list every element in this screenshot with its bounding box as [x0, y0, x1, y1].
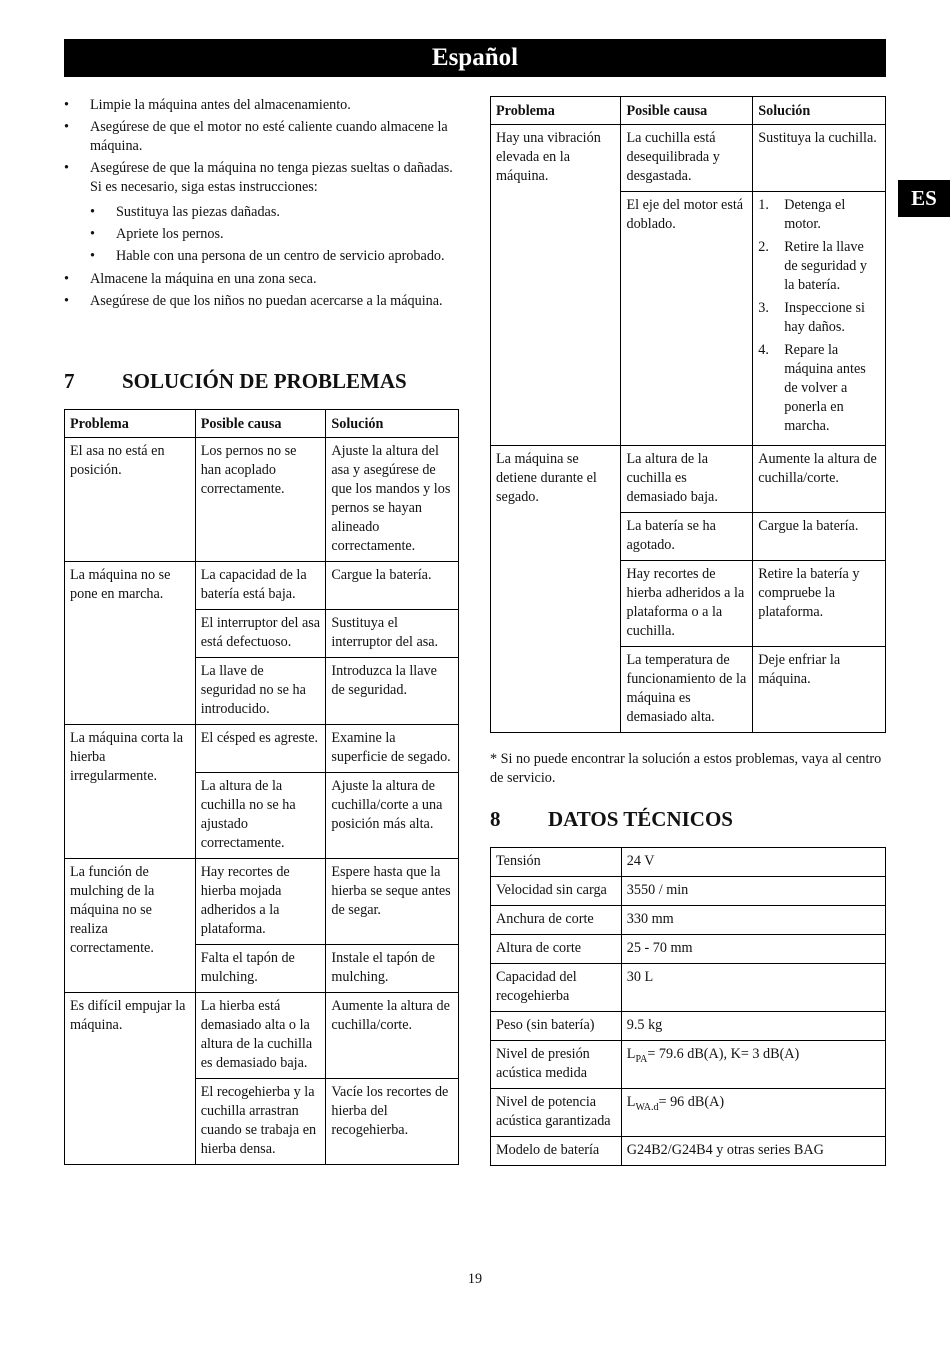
table-row	[491, 1041, 886, 1089]
solution-cell: Vacíe los recortes de hierba del recogehierba.	[326, 1079, 459, 1165]
spec-value	[621, 935, 885, 964]
solution-cell: Retire la batería y compruebe la plataforma.	[753, 561, 886, 647]
technical-data-table	[490, 847, 886, 1166]
table-row	[491, 877, 886, 906]
solution-step-text: Retire la llave de seguridad y la batería.	[784, 239, 867, 293]
solution-cell: Deje enfriar la máquina.	[753, 647, 886, 733]
solution-cell: Sustituya la cuchilla.	[753, 125, 886, 192]
spec-label: Modelo de batería	[491, 1137, 622, 1166]
language-header: Español	[64, 39, 886, 77]
table-row	[491, 446, 886, 513]
spec-value-prefix: L	[626, 1046, 636, 1062]
spec-value	[621, 1137, 885, 1166]
header-row	[65, 410, 459, 438]
cause-cell: La altura de la cuchilla no se ha ajustado correctamente.	[195, 773, 326, 859]
spec-value-prefix: L	[626, 1094, 636, 1110]
solution-step-text: Detenga el motor.	[784, 197, 846, 232]
spec-label: Peso (sin batería)	[491, 1012, 622, 1041]
sub-list-item: • Sustituya las piezas dañadas.	[90, 203, 458, 222]
solution-cell: Instale el tapón de mulching.	[326, 945, 459, 993]
problem-cell: La máquina se detiene durante el segado.	[491, 446, 621, 733]
spec-label: Nivel de potencia acústica garantizada	[491, 1089, 622, 1137]
cause-cell: El interruptor del asa está defectuoso.	[195, 610, 326, 658]
problem-cell: La función de mulching de la máquina no se realiza correctamente.	[65, 859, 196, 993]
page-number: 19	[467, 1271, 483, 1287]
footnote: * Si no puede encontrar la solución a estos problemas, vaya al centro de servicio.	[490, 751, 882, 786]
column-header: Problema	[65, 410, 196, 438]
solution-cell: Sustituya el interruptor del asa.	[326, 610, 459, 658]
cause-cell: Falta el tapón de mulching.	[195, 945, 326, 993]
solution-steps	[758, 196, 880, 436]
spec-value-text: 24 V	[626, 853, 655, 869]
solution-step: 4. Repare la máquina antes de volver a ponerla en marcha.	[758, 342, 866, 434]
spec-value-text: 330 mm	[626, 911, 674, 927]
cause-cell: El césped es agreste.	[195, 725, 326, 773]
section-7-heading	[64, 369, 407, 394]
spec-label: Velocidad sin carga	[491, 877, 622, 906]
spec-value-subscript: WA.d	[635, 1101, 659, 1113]
solution-step: 2. Retire la llave de seguridad y la batería.	[758, 239, 867, 293]
section-number: 7	[64, 369, 75, 393]
spec-value	[621, 1089, 885, 1137]
troubleshooting-table	[64, 409, 459, 1165]
table-row	[65, 993, 459, 1079]
spec-value	[621, 1012, 885, 1041]
solution-cell: Cargue la batería.	[753, 513, 886, 561]
section-8-heading	[490, 807, 733, 832]
header-row	[491, 97, 886, 125]
cause-cell: La cuchilla está desequilibrada y desgastada.	[621, 125, 753, 192]
cause-cell: La hierba está demasiado alta o la altura de la cuchilla es demasiado baja.	[195, 993, 326, 1079]
spec-label: Nivel de presión acústica medida	[491, 1041, 622, 1089]
sub-list-item: • Hable con una persona de un centro de servicio aprobado.	[90, 247, 458, 266]
spec-value	[621, 877, 885, 906]
solution-step-text: Inspeccione si hay daños.	[784, 300, 865, 335]
cause-cell: La temperatura de funcionamiento de la máquina es demasiado alta.	[621, 647, 753, 733]
table-row	[491, 848, 886, 877]
cause-cell: La capacidad de la batería está baja.	[195, 562, 326, 610]
solution-cell: Aumente la altura de cuchilla/corte.	[753, 446, 886, 513]
section-title: DATOS TÉCNICOS	[548, 807, 733, 831]
spec-value-text: G24B2/G24B4 y otras series BAG	[626, 1142, 824, 1158]
table-row	[65, 438, 459, 562]
spec-value-text: 25 - 70 mm	[626, 940, 693, 956]
table-row	[491, 906, 886, 935]
cause-cell: Hay recortes de hierba mojada adheridos a la plataforma.	[195, 859, 326, 945]
spec-value	[621, 848, 885, 877]
problem-cell: La máquina no se pone en marcha.	[65, 562, 196, 725]
table-row	[491, 1137, 886, 1166]
spec-label: Altura de corte	[491, 935, 622, 964]
solution-cell: Introduzca la llave de seguridad.	[326, 658, 459, 725]
list-item: • Asegúrese de que los niños no puedan acercarse a la máquina.	[64, 292, 458, 311]
spec-value-text: 9.5 kg	[626, 1017, 663, 1033]
solution-cell: Cargue la batería.	[326, 562, 459, 610]
cause-cell: Los pernos no se han acoplado correctamente.	[195, 438, 326, 562]
table-row	[65, 859, 459, 945]
solution-step: 3. Inspeccione si hay daños.	[758, 300, 865, 335]
spec-value-text: 3550 / min	[626, 882, 689, 898]
solution-cell: Ajuste la altura del asa y asegúrese de que los mandos y los pernos se hayan alineado correctamente.	[326, 438, 459, 562]
problem-cell: La máquina corta la hierba irregularmente.	[65, 725, 196, 859]
spec-value	[621, 906, 885, 935]
table-row	[491, 125, 886, 192]
sub-list-container	[64, 203, 458, 266]
problem-cell: Hay una vibración elevada en la máquina.	[491, 125, 621, 446]
solution-cell: Ajuste la altura de cuchilla/corte a una posición más alta.	[326, 773, 459, 859]
cause-cell: La batería se ha agotado.	[621, 513, 753, 561]
spec-value-text: = 79.6 dB(A), K= 3 dB(A)	[647, 1046, 800, 1062]
solution-step-text: Repare la máquina antes de volver a ponerla en marcha.	[784, 342, 866, 434]
solution-cell: Espere hasta que la hierba se seque antes de segar.	[326, 859, 459, 945]
spec-value	[621, 964, 885, 1012]
solution-cell	[753, 192, 886, 446]
column-header: Solución	[753, 97, 886, 125]
list-item: • Asegúrese de que la máquina no tenga piezas sueltas o dañadas. Si es necesario, siga estas instrucciones:	[64, 159, 458, 197]
list-item: • Asegúrese de que el motor no esté caliente cuando almacene la máquina.	[64, 118, 458, 156]
storage-instructions	[64, 96, 458, 314]
cause-cell: La llave de seguridad no se ha introducido.	[195, 658, 326, 725]
spec-value-text: = 96 dB(A)	[658, 1094, 725, 1110]
spec-label: Capacidad del recogehierba	[491, 964, 622, 1012]
solution-step: 1. Detenga el motor.	[758, 197, 846, 232]
cause-cell: Hay recortes de hierba adheridos a la plataforma o a la cuchilla.	[621, 561, 753, 647]
column-header: Solución	[326, 410, 459, 438]
troubleshooting-table-continued	[490, 96, 886, 733]
sub-list-item: • Apriete los pernos.	[90, 225, 458, 244]
column-header: Problema	[491, 97, 621, 125]
cause-cell: La altura de la cuchilla es demasiado baja.	[621, 446, 753, 513]
table-row	[491, 935, 886, 964]
column-header: Posible causa	[621, 97, 753, 125]
list-item: • Limpie la máquina antes del almacenamiento.	[64, 96, 458, 115]
problem-cell: El asa no está en posición.	[65, 438, 196, 562]
problem-cell: Es difícil empujar la máquina.	[65, 993, 196, 1165]
section-number: 8	[490, 807, 501, 831]
solution-cell: Aumente la altura de cuchilla/corte.	[326, 993, 459, 1079]
table-row	[491, 1012, 886, 1041]
table-row	[65, 725, 459, 773]
spec-value-text: 30 L	[626, 969, 654, 985]
list-item: • Almacene la máquina en una zona seca.	[64, 270, 458, 289]
spec-value	[621, 1041, 885, 1089]
table-row	[491, 964, 886, 1012]
section-title: SOLUCIÓN DE PROBLEMAS	[122, 369, 407, 393]
spec-value-subscript: PA	[635, 1053, 648, 1065]
cause-cell: El recogehierba y la cuchilla arrastran cuando se trabaja en hierba densa.	[195, 1079, 326, 1165]
spec-label: Tensión	[491, 848, 622, 877]
table-row	[65, 562, 459, 610]
table-row	[491, 1089, 886, 1137]
spec-label: Anchura de corte	[491, 906, 622, 935]
solution-cell: Examine la superficie de segado.	[326, 725, 459, 773]
cause-cell: El eje del motor está doblado.	[621, 192, 753, 446]
column-header: Posible causa	[195, 410, 326, 438]
language-side-tab: ES	[898, 180, 950, 217]
